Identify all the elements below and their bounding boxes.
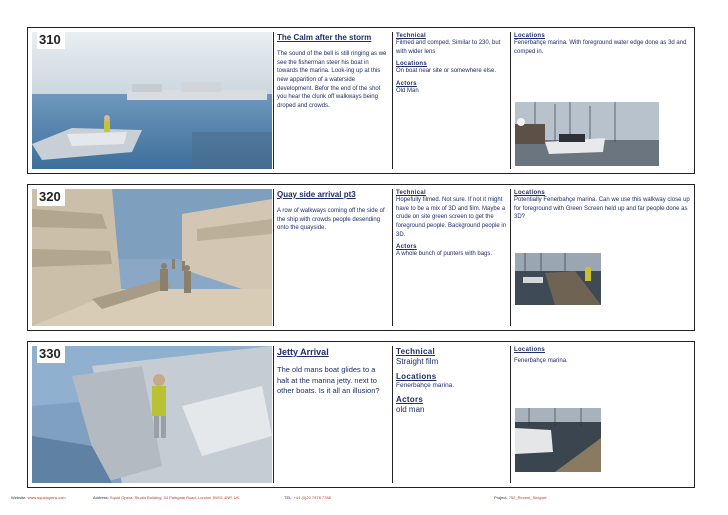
- shot-number: 310: [37, 31, 65, 49]
- storyboard-frame-image: [32, 32, 272, 169]
- address-text: Squid Opera. Studio Building, 34 Parkgate Road, London SW11 4NP, UK: [109, 495, 240, 500]
- project-text: 752_Recent_Seaport: [508, 495, 547, 500]
- tel-label: TEL:: [284, 495, 293, 500]
- technical-column: [392, 189, 510, 326]
- location-ref-heading: Locations: [514, 190, 546, 196]
- location-ref-text: Potentially Fenerbahçe marina. Can we use this walkway close up for foreground with Green Screen held up and far people done as 3D?: [514, 197, 690, 221]
- location-ref-heading: Locations: [514, 33, 546, 39]
- shot-description: The old mans boat glides to a halt at the marina jetty. next to other boats. Is it all an illusion?: [277, 365, 380, 395]
- shot-description: The sound of the bell is still ringing as we see the fisherman steer his boat in towards the marina. Look-ing up at this new apparition of a waterside development. Befor the end of the shot you hear the clunk off walkways being droped and crowds.: [277, 51, 387, 110]
- tel-text: +44 (0)20 7978 7788: [293, 495, 331, 500]
- storyboard-panel-330: [27, 341, 695, 488]
- technical-heading: Technical: [396, 190, 426, 196]
- actors-text: old man: [396, 405, 425, 415]
- location-ref-text: Fenerbahçe marina.: [514, 358, 568, 364]
- storyboard-panel-310: [27, 27, 695, 174]
- location-photo: [515, 102, 659, 166]
- address-label: Address:: [93, 495, 109, 500]
- actors-heading: Actors: [396, 244, 417, 251]
- description-column: [273, 189, 392, 326]
- shot-title: The Calm after the storm: [277, 33, 372, 42]
- storyboard-panel-320: [27, 184, 695, 331]
- technical-column: [392, 346, 510, 483]
- location-reference-column: [510, 189, 695, 326]
- location-reference-column: [510, 346, 695, 483]
- location-ref-heading: Locations: [514, 347, 546, 353]
- location-photo: [515, 253, 601, 305]
- locations-text: On boat near site or somewhere else.: [396, 68, 497, 75]
- technical-heading: Technical: [396, 33, 426, 39]
- shot-title: Quay side arrival pt3: [277, 190, 356, 199]
- locations-heading: Locations: [396, 61, 428, 68]
- jetty-render: [32, 346, 272, 483]
- description-column: [273, 32, 392, 169]
- storyboard-frame-image: [32, 346, 272, 483]
- technical-text: Filmed and comped. Similar to 230, but with wider lens: [396, 40, 501, 55]
- technical-text: Straight film: [396, 357, 439, 366]
- quayside-render: [32, 189, 272, 326]
- shot-title: Jetty Arrival: [277, 347, 329, 357]
- technical-column: [392, 32, 510, 169]
- actors-text: A whole bunch of punters with bags.: [396, 251, 493, 258]
- locations-heading: Locations: [396, 372, 437, 382]
- locations-text: Fenerbahçe marina.: [396, 382, 455, 390]
- website-link[interactable]: www.squidopera.com: [27, 495, 66, 500]
- website-label: Website:: [11, 495, 27, 500]
- location-reference-column: [510, 32, 695, 169]
- shot-number: 330: [37, 345, 65, 363]
- technical-heading: Technical: [396, 347, 436, 356]
- actors-text: Old Man: [396, 88, 419, 95]
- storyboard-frame-image: [32, 189, 272, 326]
- technical-text: Hopefully filmed. Not sure. If not it might have to be a mix of 3D and film. Maybe a crude on site green screen to get the foreground people. Background people in 3D.: [396, 197, 507, 238]
- shot-number: 320: [37, 188, 65, 206]
- boat-marina-render: [32, 32, 272, 169]
- actors-heading: Actors: [396, 81, 417, 88]
- shot-description: A row of walkways coming off the side of the ship with crowds people desending onto the quayside.: [277, 208, 385, 232]
- location-ref-text: Fenerbahçe marina. With foreground water edge done as 3d and comped in.: [514, 40, 687, 55]
- project-label: Project:: [494, 495, 508, 500]
- actors-heading: Actors: [396, 395, 424, 405]
- description-column: [273, 346, 392, 483]
- location-photo: [515, 408, 601, 472]
